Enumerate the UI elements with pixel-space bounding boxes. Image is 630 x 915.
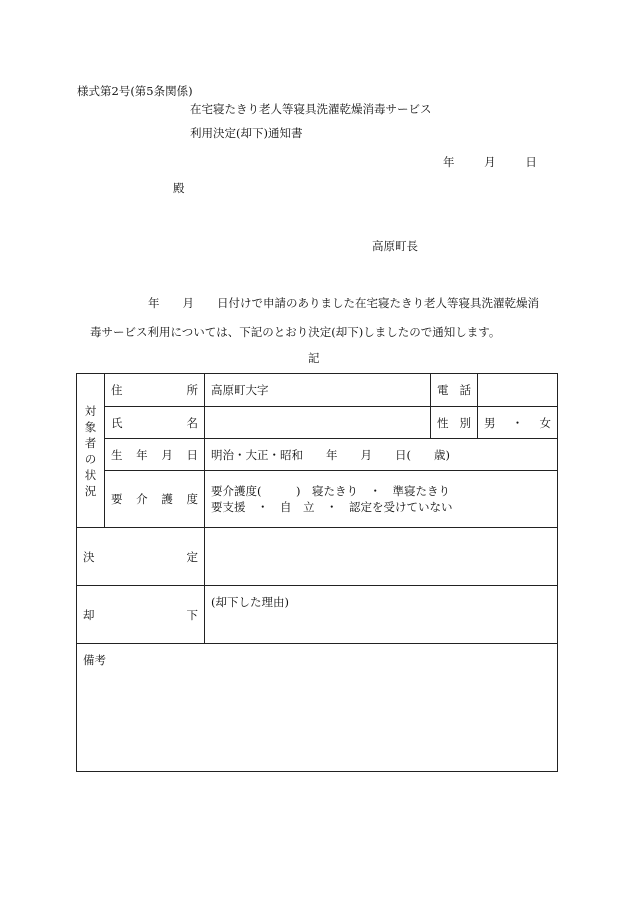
document-title-line2: 利用決定(却下)通知書 xyxy=(190,126,303,140)
decision-value[interactable] xyxy=(205,528,558,586)
subject-status-table xyxy=(76,373,558,772)
date-year-label: 年 xyxy=(443,155,455,169)
decision-label: 決 定 xyxy=(77,528,205,586)
body-text-line2: 毒サービス利用については、下記のとおり決定(却下)しましたので通知します。 xyxy=(90,325,501,339)
ki-heading: 記 xyxy=(308,351,320,365)
rejection-label: 却 下 xyxy=(77,586,205,644)
care-level-value[interactable] xyxy=(205,471,558,528)
form-number: 様式第2号(第5条関係) xyxy=(77,84,193,98)
body-text-line1: 年 月 日付けで申請のありました在宅寝たきり老人等寝具洗濯乾燥消 xyxy=(148,296,539,310)
address-label: 住 所 xyxy=(105,374,205,407)
remarks[interactable]: 備考 xyxy=(77,644,558,772)
phone-label: 電 話 xyxy=(431,374,478,407)
name-value[interactable] xyxy=(205,407,431,439)
care-level-line2: 要支援 ・ 自 立 ・ 認定を受けていない xyxy=(211,500,453,514)
sex-label: 性 別 xyxy=(431,407,478,439)
issuer-name: 高原町長 xyxy=(372,239,418,253)
date-month-label: 月 xyxy=(484,155,496,169)
addressee-suffix: 殿 xyxy=(173,181,185,195)
sex-options[interactable]: 男 ・ 女 xyxy=(478,407,558,439)
birthdate-value[interactable]: 明治・大正・昭和 年 月 日( 歳) xyxy=(205,439,558,471)
care-level-label: 要 介 護 度 xyxy=(105,471,205,528)
issue-date xyxy=(443,157,537,169)
address-value[interactable]: 高原町大字 xyxy=(205,374,431,407)
birthdate-label: 生 年 月 日 xyxy=(105,439,205,471)
section-label: 対 象 者 の 状 況 xyxy=(77,374,105,528)
care-level-line1: 要介護度( ) 寝たきり ・ 準寝たきり xyxy=(211,484,450,498)
document-title-line1: 在宅寝たきり老人等寝具洗濯乾燥消毒サービス xyxy=(190,102,432,116)
phone-value[interactable] xyxy=(478,374,558,407)
date-day-label: 日 xyxy=(525,155,537,169)
rejection-reason[interactable]: (却下した理由) xyxy=(205,586,558,644)
name-label: 氏 名 xyxy=(105,407,205,439)
